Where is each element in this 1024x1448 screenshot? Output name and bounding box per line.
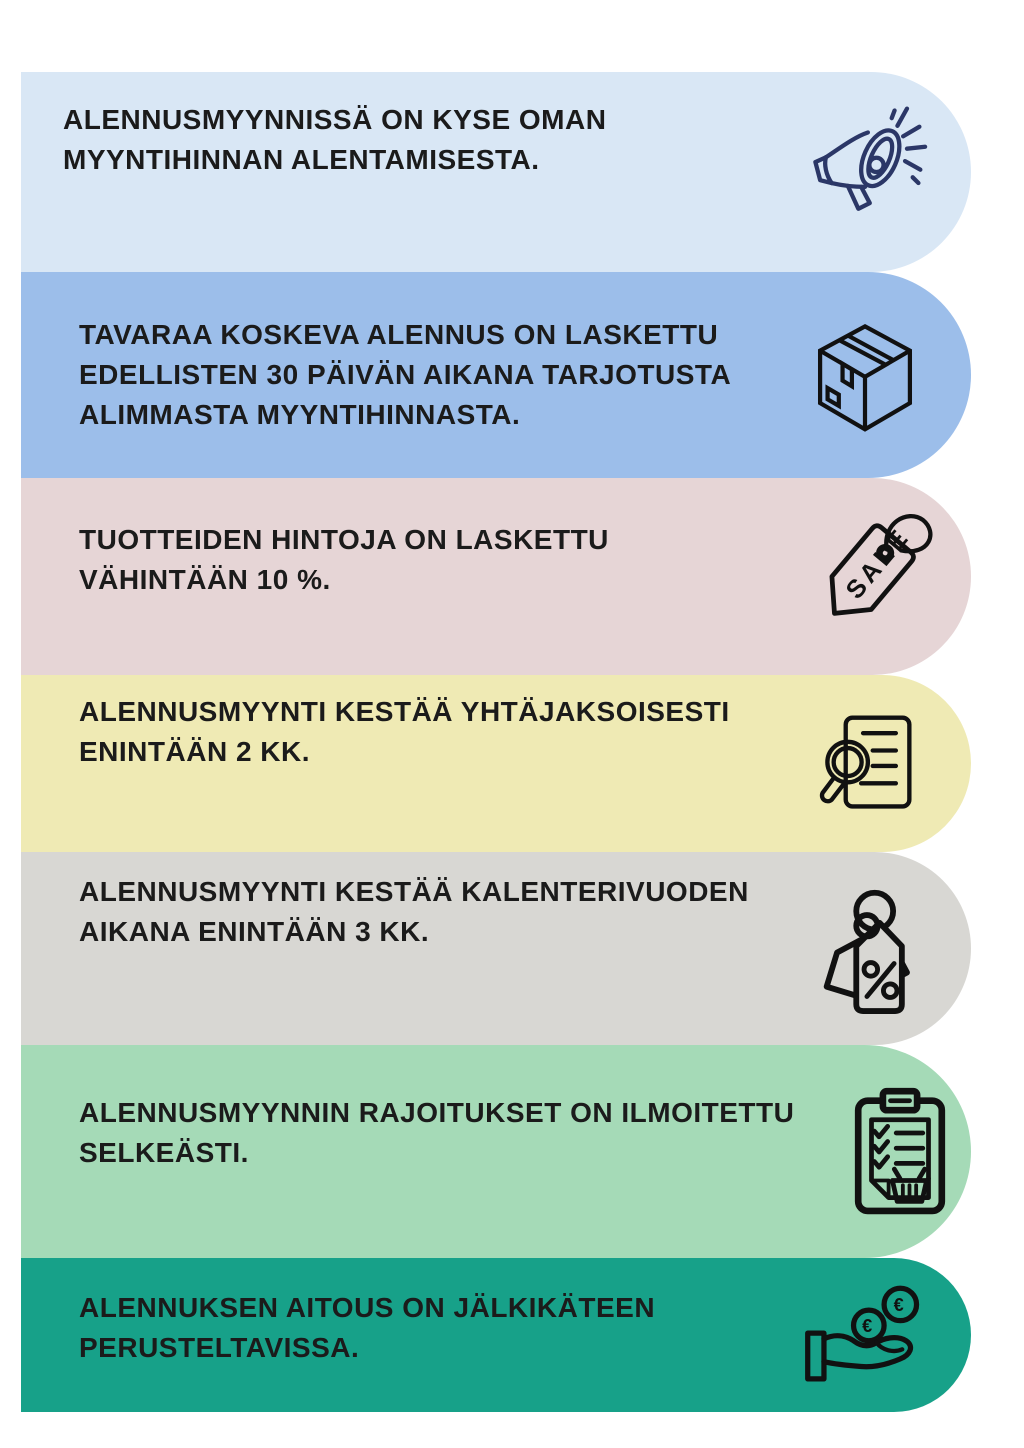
band-text-line: AIKANA ENINTÄÄN 3 KK.: [79, 916, 430, 947]
band-text-line: ALENNUKSEN AITOUS ON JÄLKIKÄTEEN: [79, 1292, 656, 1323]
band-text: [21, 478, 759, 675]
band-text-line: ALENNUSMYYNTI KESTÄÄ KALENTERIVUODEN: [79, 876, 749, 907]
band-list: [21, 72, 971, 1412]
band-text: [21, 1045, 794, 1258]
band-own-price-reduction: [21, 72, 971, 272]
band-max-3-months-per-year: [21, 852, 971, 1045]
megaphone-icon: [759, 54, 971, 272]
band-30-day-lowest-price: [21, 272, 971, 478]
band-text: [21, 675, 759, 852]
sale-tag-icon: [759, 478, 971, 675]
band-max-2-months: [21, 675, 971, 852]
euro-symbol: €: [862, 1316, 873, 1337]
band-text-line: ALIMMASTA MYYNTIHINNASTA.: [79, 399, 521, 430]
band-text: [21, 72, 759, 272]
magnifier-document-icon: [759, 675, 971, 852]
band-text: [21, 272, 759, 478]
package-box-icon: [759, 272, 971, 478]
band-text-line: ALENNUSMYYNNIN RAJOITUKSET ON ILMOITETTU: [79, 1097, 795, 1128]
hand-euro-coins-icon: [759, 1258, 971, 1412]
euro-symbol: €: [893, 1295, 904, 1316]
band-text-line: PERUSTELTAVISSA.: [79, 1332, 360, 1363]
band-text-line: TAVARAA KOSKEVA ALENNUS ON LASKETTU: [79, 319, 719, 350]
band-text-line: ALENNUSMYYNTI KESTÄÄ YHTÄJAKSOISESTI: [79, 696, 730, 727]
band-text-line: ALENNUSMYYNNISSÄ ON KYSE OMAN: [63, 104, 607, 135]
band-text-line: TUOTTEIDEN HINTOJA ON LASKETTU: [79, 524, 609, 555]
band-discount-verifiable: [21, 1258, 971, 1412]
percent-tags-icon: [759, 852, 971, 1045]
band-text-line: EDELLISTEN 30 PÄIVÄN AIKANA TARJOTUSTA: [79, 359, 732, 390]
band-text-line: ENINTÄÄN 2 KK.: [79, 736, 311, 767]
band-text-line: SELKEÄSTI.: [79, 1137, 249, 1168]
band-restrictions-announced: [21, 1045, 971, 1258]
sale-label: SALE: [840, 521, 916, 604]
band-text-line: VÄHINTÄÄN 10 %.: [79, 564, 331, 595]
band-text: [21, 852, 759, 1045]
band-text: [21, 1258, 759, 1412]
band-text-line: MYYNTIHINNAN ALENTAMISESTA.: [63, 144, 540, 175]
band-minimum-10-percent: [21, 478, 971, 675]
checklist-clipboard-icon: [794, 1045, 1006, 1258]
